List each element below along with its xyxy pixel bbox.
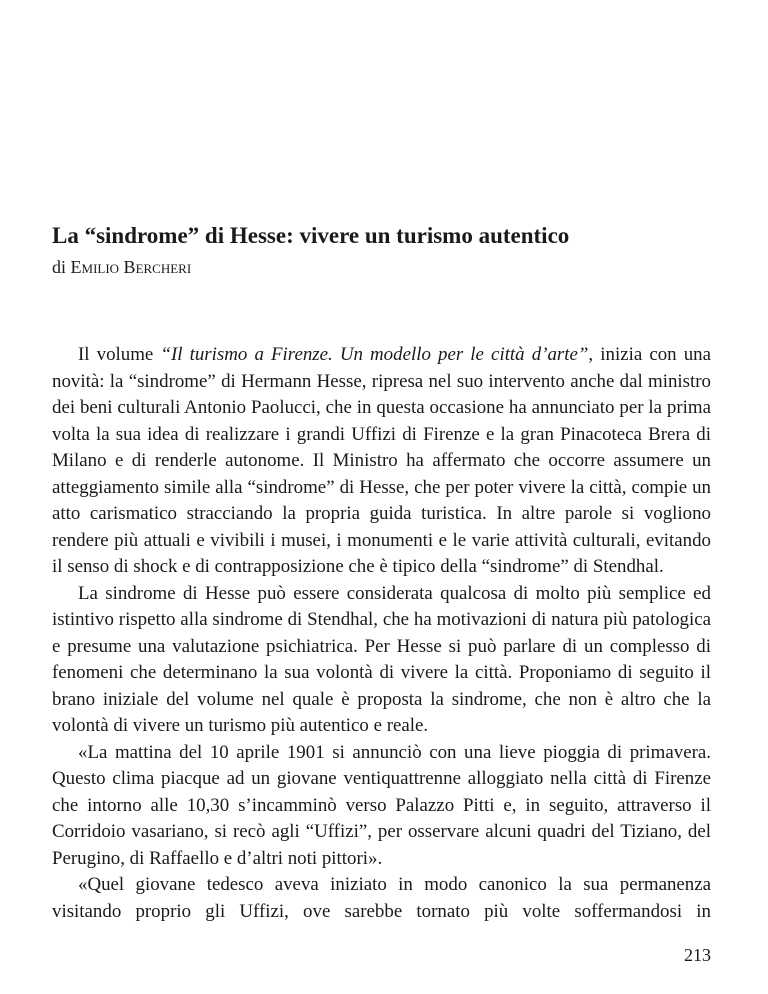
article-body [52,342,711,925]
paragraph-3: «La mattina del 10 aprile 1901 si annunciò con una lieve pioggia di primavera. Questo clima piacque ad un giovane ventiquattrenne alloggiato nella città di Firenze che intorno alle 10,30 s’incamminò verso Palazzo Pitti e, in seguito, attraverso il Corridoio vasariano, si recò agli “Uffizi”, per osservare alcuni quadri del Tiziano, del Perugino, di Raffaello e d’altri noti pittori». [52,741,711,869]
author-prefix: di [52,257,71,277]
paragraph-2: La sindrome di Hesse può essere considerata qualcosa di molto più semplice ed istintivo rispetto alla sindrome di Stendhal, che ha motivazioni di natura più patologica e presume una valutazione psichiatrica. Per Hesse si può parlare di un complesso di fenomeni che determinano la sua volontà di vivere la città. Proponiamo di seguito il brano iniziale del volume nel quale è proposta la sindrome, che non è altro che la volontà di vivere un turismo più autentico e reale. [52,582,711,736]
paragraph-4: «Quel giovane tedesco aveva iniziato in modo canonico la sua permanenza visitando proprio gli Uffizi, ove sarebbe tornato più volte soffermandosi in [52,874,711,922]
author-byline [52,256,191,278]
paragraph-1 [52,342,711,581]
paragraph-1-rest: , inizia con una novità: la “sindrome” di Hermann Hesse, ripresa nel suo intervento anche dal ministro dei beni culturali Antonio Paolucci, che in questa occasione ha annunciato per la prima volta la sua idea di realizzare i grandi Uffizi di Firenze e la gran Pinacoteca Brera di Milano e di renderle autonome. Il Ministro ha affermato che occorre assumere un atteggiamento simile alla “sindrome” di Hesse, che per poter vivere la città, compie un atto carismatico stracciando la propria guida turistica. In altre parole si vogliono rendere più attuali e vivibili i musei, i monumenti e le varie attività culturali, evitando il senso di shock e di contrapposizione che è tipico della “sindrome” di Stendhal. [52,344,711,577]
page-number: 213 [684,945,711,965]
article-title: La “sindrome” di Hesse: vivere un turismo autentico [52,223,570,248]
paragraph-1-intro: Il volume [78,344,161,365]
author-name: Emilio Bercheri [70,257,192,277]
book-title: “Il turismo a Firenze. Un modello per le città d’arte” [160,344,589,365]
